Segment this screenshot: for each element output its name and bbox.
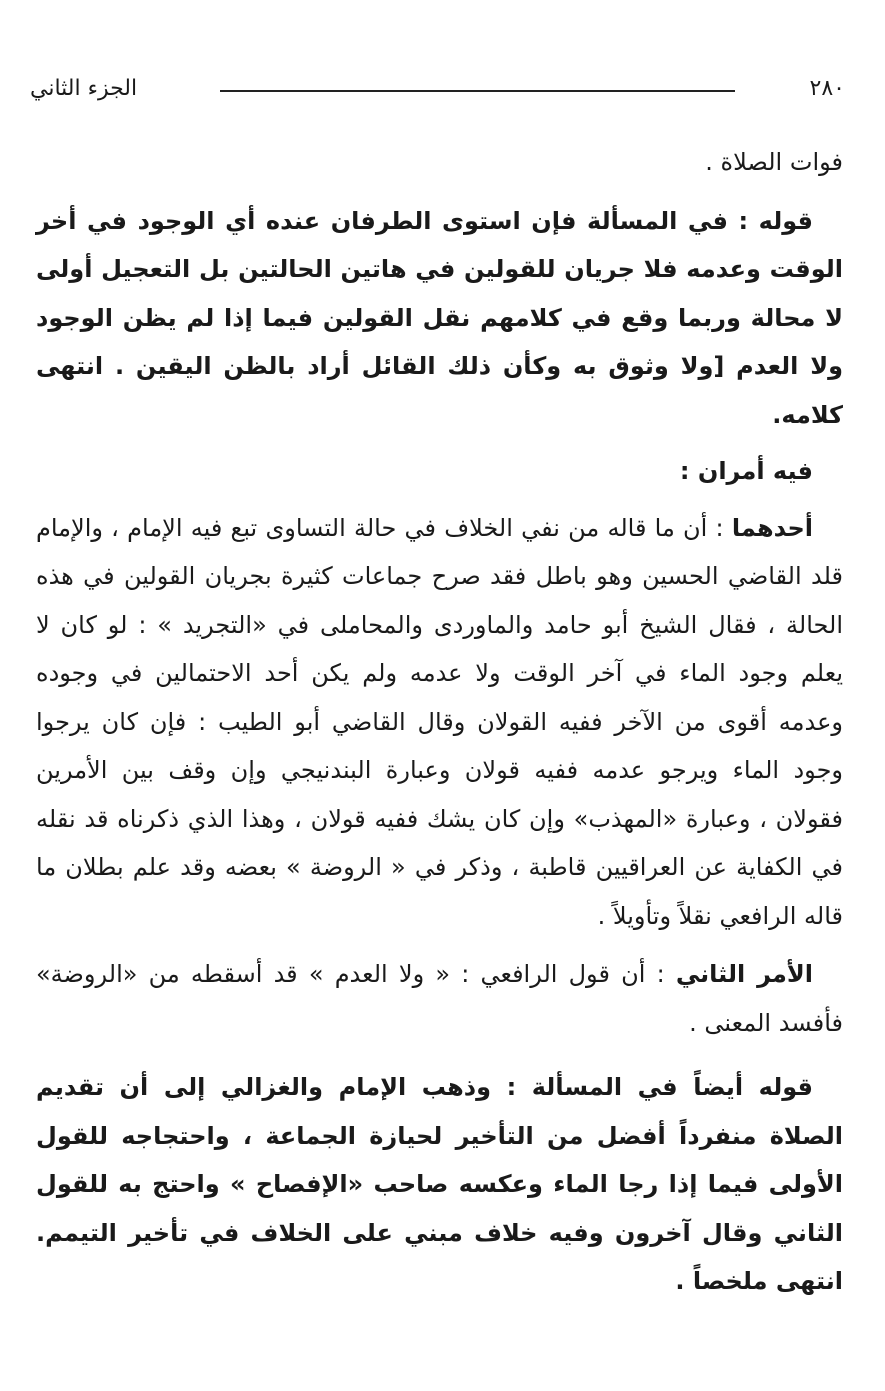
second-matter-text: : أن قول الرافعي : « ولا العدم » قد أسقطه من «الروضة» فأفسد المعنى .: [36, 960, 843, 1037]
running-title: الجزء الثاني: [30, 76, 138, 101]
paragraph-quote-1: قوله : في المسألة فإن استوى الطرفان عنده أي الوجود في أخر الوقت وعدمه فلا جريان للقولين في هاتين الحالتين بل التعجيل أولى لا محالة وربما وقع في كلامهم نقل القولين فيما إذا لم يظن الوجود ولا العدم [ولا وثوق به وكأن ذلك القائل أراد بالظن اليقين . انتهى كلامه.: [36, 206, 843, 429]
paragraph-heading-two-matters: فيه أمران :: [679, 457, 813, 485]
paragraph-continuation: فوات الصلاة .: [705, 148, 843, 176]
body-text: [36, 138, 843, 1306]
page-header: [30, 68, 845, 108]
second-matter-lead: الأمر الثاني: [675, 960, 813, 988]
paragraph-second-matter: [36, 950, 843, 1047]
paragraph-quote-2: قوله أيضاً في المسألة : وذهب الإمام والغزالي إلى أن تقديم الصلاة منفرداً أفضل من التأخير لحيازة الجماعة ، واحتجاجه للقول الأولى فيما إذا رجا الماء وعكسه صاحب «الإفصاح » واحتج به للقول الثاني وقال آخرون وفيه خلاف مبني على الخلاف في تأخير التيمم. انتهى ملخصاً .: [36, 1073, 843, 1295]
paragraph-first-matter: [36, 504, 843, 941]
header-rule: [220, 90, 735, 92]
page-number: ٢٨٠: [809, 76, 845, 101]
first-matter-lead: أحدهما: [731, 513, 813, 542]
first-matter-text: : أن ما قاله من نفي الخلاف في حالة التساوى تبع فيه الإمام ، والإمام قلد القاضي الحسين وهو باطل فقد صرح جماعات كثيرة بجريان القولين في هذه الحالة ، فقال الشيخ أبو حامد والماوردى والمحاملى في «التجريد » : لو كان لا يعلم وجود الماء في آخر الوقت ولا عدمه ولم يكن أحد الاحتمالين في وجوده وعدمه أقوى من الآخر ففيه القولان وقال القاضي أبو الطيب : فإن كان يرجوا وجود الماء ويرجو عدمه ففيه قولان وعبارة البندنيجي وإن وقف بين الأمرين فقولان ، وعبارة «المهذب» وإن كان يشك ففيه قولان ، وهذا الذي ذكرناه قد نقله في الكفاية عن العراقيين قاطبة ، وذكر في « الروضة » بعضه وقد علم بطلان ما قاله الرافعي نقلاً وتأويلاً .: [36, 513, 843, 930]
